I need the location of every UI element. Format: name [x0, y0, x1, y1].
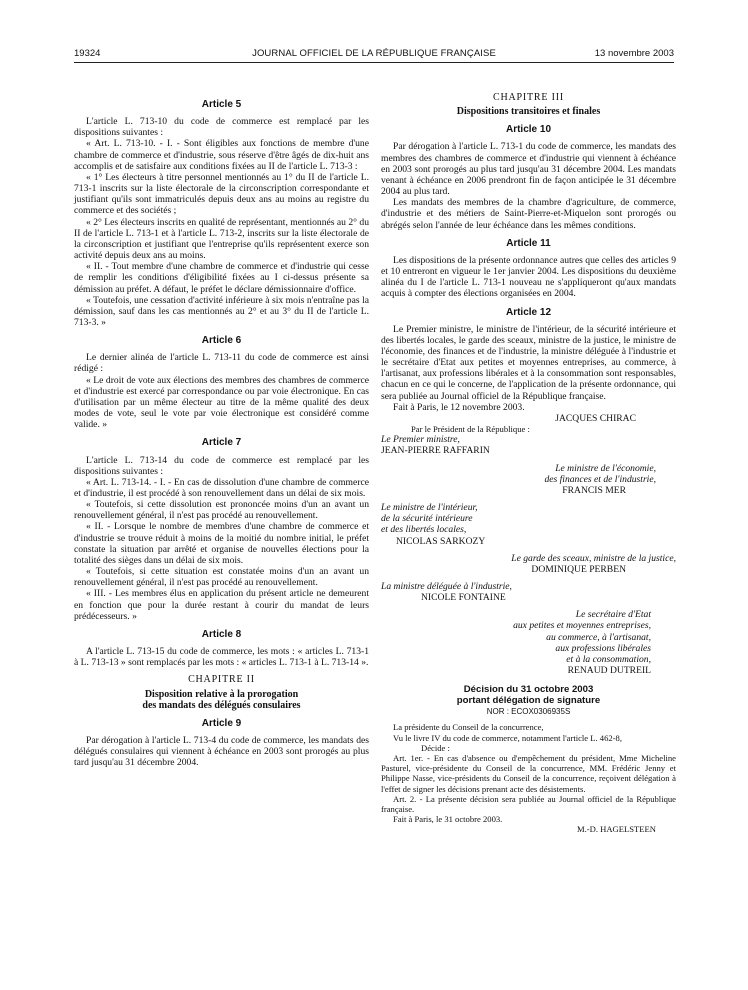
paragraph: Les mandats des membres de la chambre d'agriculture, de commerce, d'industrie et des métiers de Saint-Pierre-et-Miquelon sont prorogés ou abrégés selon l'année de leur échéance dans les mêmes conditions.: [381, 197, 676, 231]
chapter-2-title-line-2: des mandats des délégués consulaires: [142, 699, 301, 711]
paragraph: « Le droit de vote aux élections des membres des chambres de commerce et d'industrie est exercé par correspondance ou par voie électronique. En cas d'utilisation par un même électeur au titre de la même qualité des deux modes de vote, seul le vote par voie électronique est considéré comme valide. »: [74, 374, 369, 431]
article-5-title: Article 5: [201, 99, 242, 110]
paragraph: « II. - Tout membre d'une chambre de commerce et d'industrie qui cesse de remplir les conditions d'éligibilité fixées au I ci-dessus présente sa démission au préfet. A défaut, le préfet le déclare démissionnaire d'office.: [74, 261, 369, 295]
paragraph: Le dernier alinéa de l'article L. 713-11 du code de commerce est ainsi rédigé :: [74, 352, 369, 375]
justice-name: DOMINIQUE PERBEN: [531, 563, 626, 575]
chapter-3-title: Dispositions transitoires et finales: [456, 106, 601, 118]
paragraph: L'article L. 713-10 du code de commerce est remplacé par les dispositions suivantes :: [74, 116, 369, 139]
paragraph: Par dérogation à l'article L. 713-4 du code de commerce, les mandats des délégués consulaires qui viennent à échéance en 2003 sont prorogés au plus tard jusqu'au 31 décembre 2004.: [74, 734, 369, 769]
economy-name: FRANCIS MER: [562, 484, 626, 496]
pm-name: JEAN-PIERRE RAFFARIN: [381, 445, 490, 457]
article-9-title: Article 9: [201, 717, 242, 729]
sme-title-line-1: Le secrétaire d'Etat: [575, 609, 651, 621]
economy-title-line-1: Le ministre de l'économie,: [555, 462, 656, 474]
chapter-2-title: [74, 689, 369, 711]
paragraph: « 1° Les électeurs à titre personnel mentionnés au 1° du II de l'article L. 713-1 inscrits sur la liste électorale de la circonscription correspondante et justifiant qu'ils sont immatriculés depuis deux ans au moins au registre du commerce et des sociétés ;: [74, 171, 369, 217]
paragraph: « III. - Les membres élus en application du présent article ne demeurent en fonction que pour la durée restant à courir du mandat de leurs prédécesseurs. »: [74, 588, 369, 622]
justice-title: Le garde des sceaux, ministre de la justice,: [511, 552, 676, 564]
paragraph: La présidente du Conseil de la concurrence,: [393, 722, 544, 733]
decision-place-date: Fait à Paris, le 31 octobre 2003.: [393, 814, 503, 825]
signature-justice: [381, 553, 676, 575]
left-column: [74, 92, 369, 768]
paragraph: « Art. L. 713-10. - I. - Sont éligibles aux fonctions de membre d'une chambre de commerce et d'industrie, sous réserve d'être âgés de dix-huit ans accomplis et de satisfaire aux conditions fixées au II de l'article L. 713-3 :: [74, 138, 369, 172]
interior-title-line-2: de la sécurité intérieure: [381, 513, 473, 525]
signature-interior: [381, 502, 676, 547]
signature-pm: [381, 434, 676, 456]
decision-title-line-1: Décision du 31 octobre 2003: [463, 684, 594, 696]
paragraph: L'article L. 713-14 du code de commerce est remplacé par les dispositions suivantes :: [74, 454, 369, 477]
signature-economy: [381, 463, 676, 496]
signing-place-date: Fait à Paris, le 12 novembre 2003.: [393, 401, 525, 413]
article-6-title: Article 6: [201, 335, 242, 347]
sme-name: RENAUD DUTREIL: [567, 665, 651, 677]
chapter-2-title-line-1: Disposition relative à la prorogation: [144, 688, 299, 700]
issue-date: 13 novembre 2003: [594, 48, 674, 59]
paragraph: Vu le livre IV du code de commerce, notamment l'article L. 462-8,: [393, 732, 623, 743]
decision-decide: Décide :: [421, 742, 450, 753]
sme-title-line-2: aux petites et moyennes entreprises,: [513, 620, 651, 632]
paragraph: « Toutefois, si cette situation est constatée moins d'un an avant un renouvellement général, il n'est pas procédé au renouvellement.: [74, 566, 369, 589]
paragraph: Par dérogation à l'article L. 713-1 du code de commerce, les mandats des membres des chambres de commerce et d'industrie qui viennent à échéance en 2003 sont prorogés au plus tard jusqu'au 31 décembre 2004. Les mandats venant à échéance en 2006 prendront fin de façon anticipée le 31 décembre 2004 au plus tard.: [381, 141, 676, 198]
paragraph: « 2° Les électeurs inscrits en qualité de représentant, mentionnés au 2° du II de l'article L. 713-1 et à l'article L. 713-2, inscrits sur la liste électorale de la circonscription et justifiant que l'entreprise qu'ils représentent exerce son activité depuis deux ans au moins.: [74, 216, 369, 262]
header-rule: [74, 62, 674, 63]
decision-nor: NOR : ECOX0306935S: [486, 707, 571, 717]
sme-title-line-3: au commerce, à l'artisanat,: [546, 631, 651, 643]
decision-title: [381, 684, 676, 706]
decision-body: [381, 722, 676, 834]
paragraph: Le Premier ministre, le ministre de l'intérieur, de la sécurité intérieure et des libertés locales, le garde des sceaux, ministre de la justice, le ministre de l'économie, des finances et de l'industrie, la ministre déléguée à l'industrie et le secrétaire d'Etat aux petites et moyennes entreprises, au commerce, à l'artisanat, aux professions libérales et à la consommation sont responsables, chacun en ce qui le concerne, de l'application de la présente ordonnance, qui sera publiée au Journal officiel de la République française.: [381, 323, 676, 402]
economy-title-line-2: des finances et de l'industrie,: [544, 473, 656, 485]
paragraph: « II. - Lorsque le nombre de membres d'une chambre de commerce et d'industrie se trouve réduit à moins de la moitié du nombre initial, le préfet constate la situation par arrêté et organise de nouvelles élections pour la totalité des sièges dans un délai de six mois.: [74, 521, 369, 566]
paragraph: « Toutefois, si cette dissolution est prononcée moins d'un an avant un renouvellement général, il n'est pas procédé au renouvellement.: [74, 499, 369, 522]
paragraph: A l'article L. 713-15 du code de commerce, les mots : « articles L. 713-1 à L. 713-13 » sont remplacés par les mots : « articles L. 713-1 à L. 713-14 ».: [74, 646, 369, 669]
pm-title: Le Premier ministre,: [381, 434, 460, 446]
signature-sme: [381, 609, 676, 676]
article-11-title: Article 11: [506, 237, 551, 249]
right-column: [381, 92, 676, 835]
decision-signature: M.-D. HAGELSTEEN: [576, 824, 656, 835]
journal-title: JOURNAL OFFICIEL DE LA RÉPUBLIQUE FRANÇAISE: [252, 48, 496, 59]
paragraph: Les dispositions de la présente ordonnance autres que celles des articles 9 et 10 entreront en vigueur le 1er janvier 2004. Les dispositions du deuxième alinéa du I de l'article L. 713-1 nouveau ne s'appliqueront qu'aux mandats acquis à compter des élections organisées en 2004.: [381, 254, 676, 300]
interior-title-line-1: Le ministre de l'intérieur,: [381, 502, 478, 514]
article-12-title: Article 12: [505, 306, 552, 318]
by-president: Par le Président de la République :: [411, 424, 530, 435]
decision-article-1: Art. 1er. - En cas d'absence ou d'empêchement du président, Mme Micheline Pasturel, vice-présidente du Conseil de la concurrence, MM. Frédéric Jenny et Philippe Nasse, vice-présidents du Conseil de la concurrence, reçoivent délégation à l'effet de signer les décisions prenant acte des désistements.: [381, 753, 676, 794]
article-7-title: Article 7: [201, 437, 242, 449]
industry-title: La ministre déléguée à l'industrie,: [381, 580, 512, 592]
page-header: [74, 48, 674, 62]
chapter-2-label: CHAPITRE II: [188, 674, 255, 686]
paragraph: « Toutefois, une cessation d'activité inférieure à six mois n'entraîne pas la démission, sauf dans les cas mentionnés au 2° et au 3° du II de l'article L. 713-3. »: [74, 294, 369, 328]
interior-title-line-3: et des libertés locales,: [381, 524, 467, 536]
industry-name: NICOLE FONTAINE: [421, 592, 506, 604]
decision-article-2: Art. 2. - La présente décision sera publiée au Journal officiel de la République française.: [381, 793, 676, 815]
signature-chirac: JACQUES CHIRAC: [555, 412, 636, 424]
article-10-title: Article 10: [505, 124, 552, 136]
chapter-3-label: CHAPITRE III: [493, 92, 564, 103]
paragraph: « Art. L. 713-14. - I. - En cas de dissolution d'une chambre de commerce et d'industrie, il est procédé à son renouvellement dans un délai de six mois.: [74, 476, 369, 499]
article-8-title: Article 8: [201, 628, 242, 640]
page-number: 19324: [74, 48, 101, 59]
sme-title-line-5: et à la consommation,: [566, 653, 651, 665]
signature-industry: [381, 581, 676, 603]
decision-title-line-2: portant délégation de signature: [456, 695, 601, 707]
sme-title-line-4: aux professions libérales: [555, 642, 651, 654]
interior-name: NICOLAS SARKOZY: [396, 535, 486, 547]
